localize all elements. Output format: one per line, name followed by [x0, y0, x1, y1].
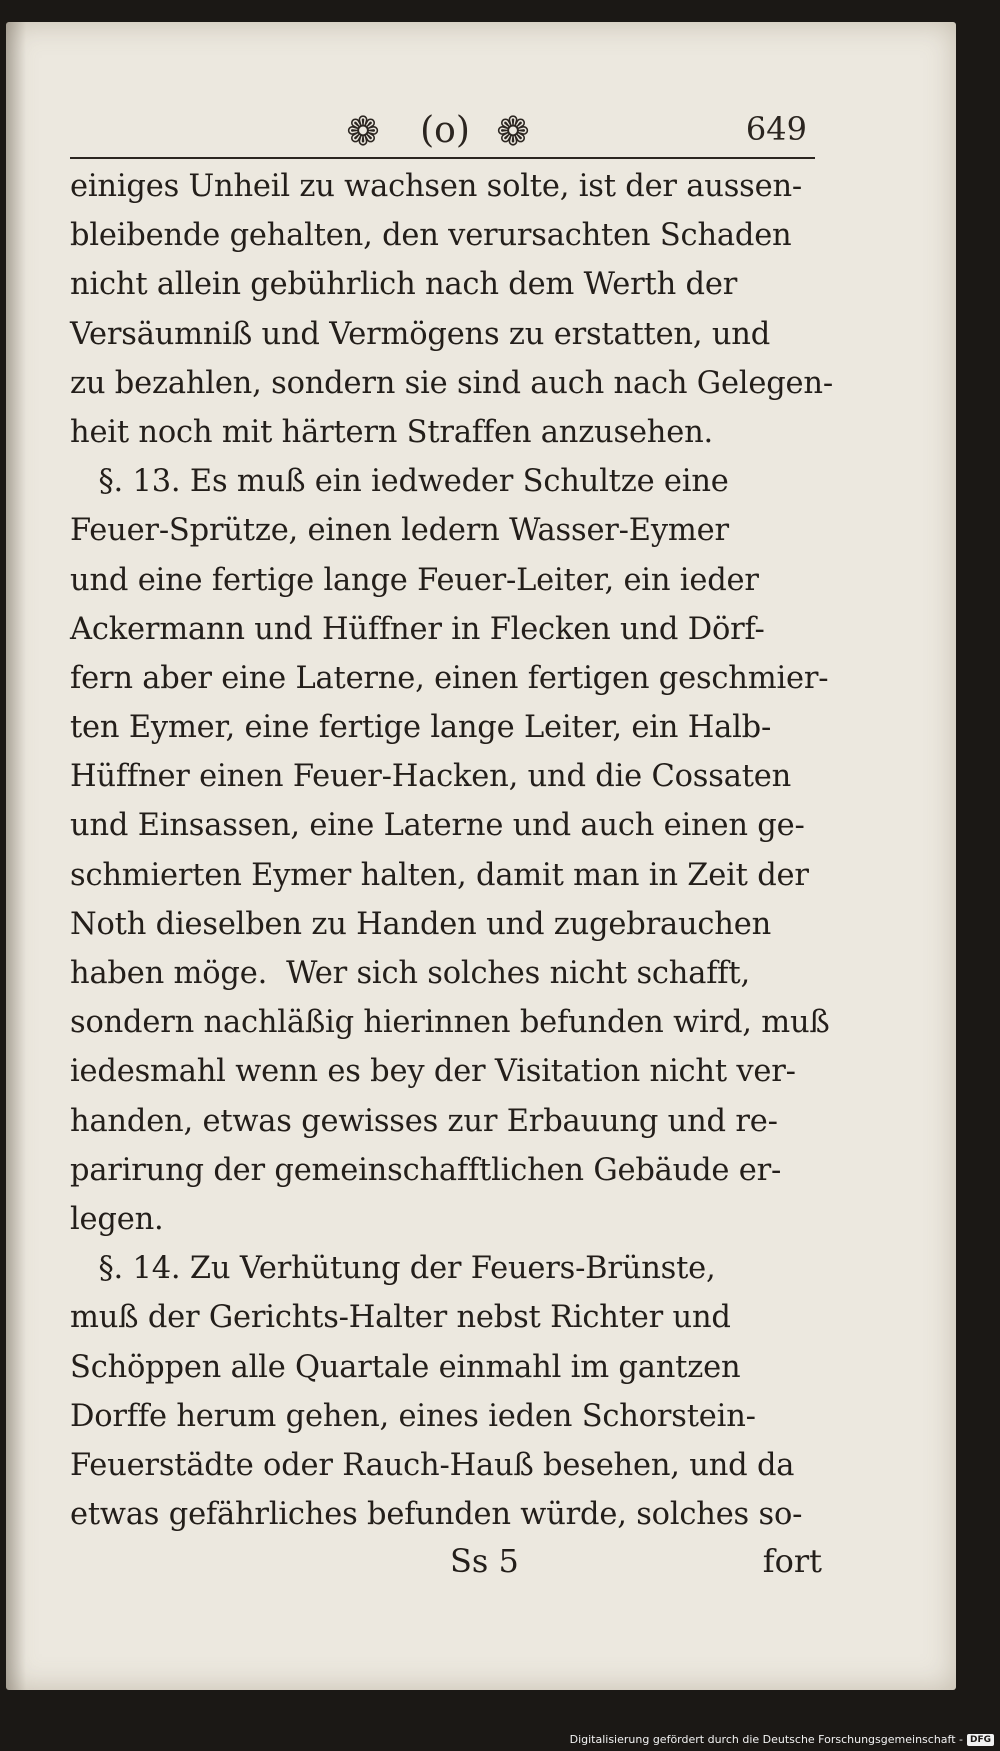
page-header — [70, 105, 815, 159]
text-line: Ackermann und Hüffner in Flecken und Dörf- — [70, 611, 765, 647]
left-ornament-icon: ❁ — [346, 109, 380, 155]
text-line: heit noch mit härtern Straffen anzusehen. — [70, 414, 714, 450]
text-line: Hüffner einen Feuer-Hacken, und die Cossaten — [70, 759, 792, 795]
page-marker: (o) — [420, 110, 470, 151]
text-line: haben möge. Wer sich solches nicht schafft, — [70, 956, 750, 991]
dfg-logo: DFG — [967, 1734, 994, 1746]
text-line: sondern nachläßig hierinnen befunden wird, muß — [70, 1005, 830, 1041]
text-line: und eine fertige lange Feuer-Leiter, ein ieder — [70, 562, 759, 598]
text-line: Schöppen alle Quartale einmahl im gantzen — [70, 1349, 741, 1385]
text-line: legen. — [70, 1201, 164, 1237]
right-ornament-icon: ❁ — [496, 109, 530, 155]
text-line: Versäumniß und Vermögens zu erstatten, und — [70, 316, 771, 352]
text-line: nicht allein gebührlich nach dem Werth der — [70, 267, 738, 303]
text-line: parirung der gemeinschafftlichen Gebäude er- — [70, 1152, 782, 1188]
text-line: Noth dieselben zu Handen und zugebrauchen — [70, 906, 772, 942]
text-line: Dorffe herum gehen, eines ieden Schorstein- — [70, 1398, 756, 1434]
text-line: schmierten Eymer halten, damit man in Zeit der — [70, 857, 809, 893]
page-footer — [70, 1535, 822, 1587]
text-line: §. 13. Es muß ein iedweder Schultze eine — [70, 464, 729, 500]
text-line: Feuerstädte oder Rauch-Hauß besehen, und da — [70, 1447, 795, 1483]
text-line: etwas gefährliches befunden würde, solches so- — [70, 1497, 803, 1533]
text-line: ten Eymer, eine fertige lange Leiter, ein Halb- — [70, 710, 772, 746]
text-line: einiges Unheil zu wachsen solte, ist der aussen- — [70, 169, 803, 204]
spine-shadow — [6, 22, 26, 1690]
text-line: handen, etwas gewisses zur Erbauung und re- — [70, 1103, 778, 1139]
catchword: fort — [762, 1542, 822, 1580]
text-line: iedesmahl wenn es bey der Visitation nicht ver- — [70, 1054, 796, 1090]
signature-mark: Ss 5 — [450, 1542, 519, 1580]
text-line: bleibende gehalten, den verursachten Schaden — [70, 218, 792, 254]
text-line: §. 14. Zu Verhütung der Feuers-Brünste, — [70, 1251, 716, 1287]
page-number: 649 — [745, 110, 807, 148]
text-line: fern aber eine Laterne, einen fertigen geschmier- — [70, 660, 829, 696]
text-line: und Einsassen, eine Laterne und auch einen ge- — [70, 808, 805, 844]
text-line: muß der Gerichts-Halter nebst Richter und — [70, 1300, 731, 1336]
text-line: Feuer-Sprütze, einen ledern Wasser-Eymer — [70, 513, 729, 549]
body-text — [70, 162, 833, 1539]
digitization-credit — [570, 1733, 994, 1746]
text-line: zu bezahlen, sondern sie sind auch nach Gelegen- — [70, 365, 833, 401]
credit-text: Digitalisierung gefördert durch die Deutsche Forschungsgemeinschaft - — [569, 1733, 963, 1746]
